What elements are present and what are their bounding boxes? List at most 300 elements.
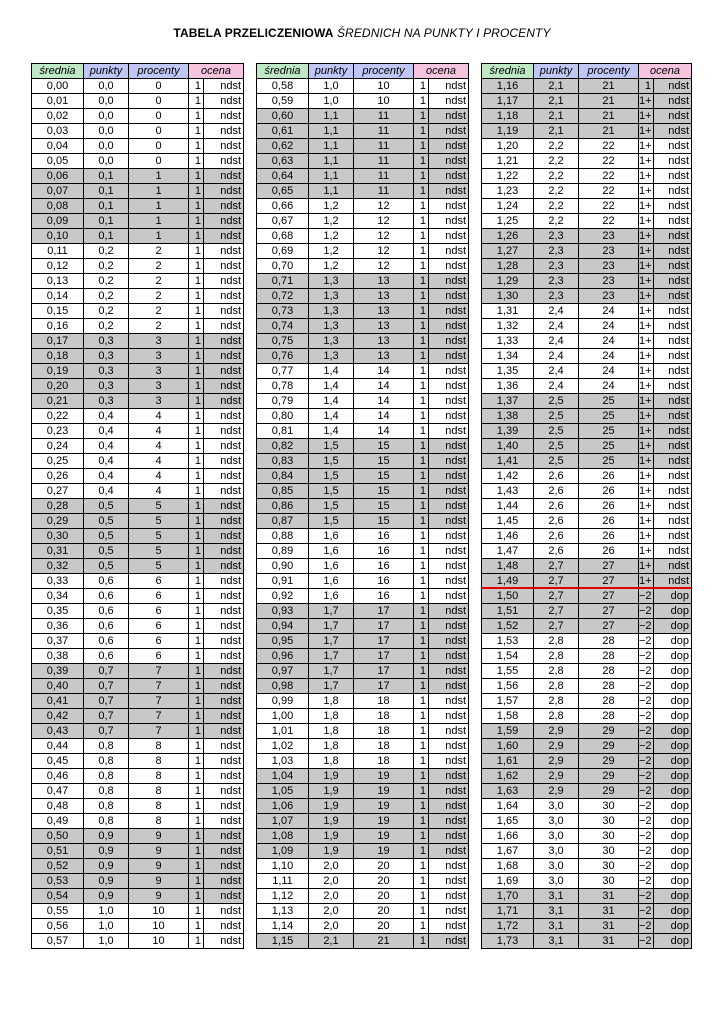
ocena-grade-cell: 1 — [414, 814, 429, 829]
punkty-cell: 0,8 — [84, 814, 129, 829]
table-row — [482, 799, 692, 814]
punkty-cell: 0,7 — [84, 724, 129, 739]
ocena-grade-cell: 1 — [414, 589, 429, 604]
procenty-cell: 2 — [129, 274, 189, 289]
procenty-cell: 31 — [579, 934, 639, 949]
ocena-text-cell: ndst — [654, 424, 692, 439]
punkty-cell: 1,8 — [309, 724, 354, 739]
table-row — [257, 769, 469, 784]
ocena-text-cell: dop — [654, 859, 692, 874]
procenty-cell: 4 — [129, 439, 189, 454]
ocena-grade-cell: 1 — [414, 829, 429, 844]
punkty-cell: 2,3 — [534, 229, 579, 244]
procenty-cell: 24 — [579, 334, 639, 349]
table-row — [32, 169, 244, 184]
punkty-cell: 1,4 — [309, 379, 354, 394]
procenty-cell: 19 — [354, 799, 414, 814]
srednia-cell: 1,29 — [482, 274, 534, 289]
procenty-cell: 8 — [129, 799, 189, 814]
punkty-cell: 1,4 — [309, 424, 354, 439]
srednia-cell: 1,37 — [482, 394, 534, 409]
ocena-text-cell: ndst — [204, 769, 244, 784]
punkty-cell: 2,6 — [534, 544, 579, 559]
table-row — [32, 409, 244, 424]
srednia-cell: 1,15 — [257, 934, 309, 949]
srednia-cell: 0,37 — [32, 634, 84, 649]
ocena-grade-cell: 1 — [189, 499, 204, 514]
ocena-grade-cell: 1 — [189, 349, 204, 364]
punkty-cell: 2,1 — [534, 94, 579, 109]
punkty-cell: 3,1 — [534, 919, 579, 934]
procenty-cell: 28 — [579, 694, 639, 709]
procenty-cell: 2 — [129, 319, 189, 334]
procenty-cell: 1 — [129, 199, 189, 214]
srednia-cell: 1,20 — [482, 139, 534, 154]
ocena-grade-cell: 1 — [189, 859, 204, 874]
punkty-cell: 2,7 — [534, 559, 579, 574]
procenty-cell: 24 — [579, 349, 639, 364]
table-row — [482, 349, 692, 364]
srednia-cell: 1,72 — [482, 919, 534, 934]
ocena-text-cell: ndst — [429, 814, 469, 829]
srednia-cell: 0,41 — [32, 694, 84, 709]
srednia-cell: 1,18 — [482, 109, 534, 124]
table-row — [257, 529, 469, 544]
table-row — [482, 484, 692, 499]
punkty-cell: 0,1 — [84, 184, 129, 199]
ocena-text-cell: ndst — [204, 274, 244, 289]
srednia-cell: 0,91 — [257, 574, 309, 589]
ocena-grade-cell: −2 — [639, 649, 652, 662]
ocena-grade-cell: 1 — [414, 649, 429, 664]
srednia-cell: 0,98 — [257, 679, 309, 694]
procenty-cell: 1 — [129, 214, 189, 229]
punkty-cell: 0,4 — [84, 409, 129, 424]
srednia-cell: 1,31 — [482, 304, 534, 319]
srednia-cell: 1,58 — [482, 709, 534, 724]
table-row — [257, 154, 469, 169]
ocena-text-cell: ndst — [429, 319, 469, 334]
ocena-text-cell: ndst — [654, 379, 692, 394]
table-row — [482, 919, 692, 934]
procenty-cell: 17 — [354, 604, 414, 619]
ocena-grade-cell: 1 — [189, 589, 204, 604]
procenty-cell: 30 — [579, 814, 639, 829]
procenty-cell: 1 — [129, 169, 189, 184]
punkty-cell: 0,0 — [84, 124, 129, 139]
table-row — [32, 499, 244, 514]
punkty-cell: 0,5 — [84, 514, 129, 529]
procenty-cell: 6 — [129, 619, 189, 634]
procenty-cell: 20 — [354, 904, 414, 919]
table-row — [482, 154, 692, 169]
srednia-cell: 0,22 — [32, 409, 84, 424]
ocena-grade-cell: −2 — [639, 634, 652, 647]
ocena-text-cell: ndst — [429, 349, 469, 364]
ocena-text-cell: ndst — [204, 574, 244, 589]
ocena-text-cell: dop — [654, 904, 692, 919]
table-row — [257, 139, 469, 154]
procenty-cell: 21 — [579, 124, 639, 139]
punkty-cell: 0,6 — [84, 574, 129, 589]
procenty-cell: 16 — [354, 589, 414, 604]
table-row — [257, 364, 469, 379]
srednia-cell: 0,47 — [32, 784, 84, 799]
procenty-cell: 15 — [354, 439, 414, 454]
ocena-grade-cell: 1 — [414, 289, 429, 304]
ocena-grade-cell: 1 — [189, 274, 204, 289]
punkty-cell: 1,6 — [309, 559, 354, 574]
table-row — [482, 829, 692, 844]
ocena-grade-cell: 1+ — [639, 544, 652, 557]
procenty-cell: 6 — [129, 589, 189, 604]
ocena-grade-cell: 1 — [189, 139, 204, 154]
srednia-cell: 1,46 — [482, 529, 534, 544]
srednia-cell: 0,97 — [257, 664, 309, 679]
procenty-cell: 0 — [129, 79, 189, 94]
table-row — [482, 229, 692, 244]
ocena-grade-cell: 1 — [414, 784, 429, 799]
ocena-text-cell: ndst — [204, 589, 244, 604]
punkty-cell: 2,8 — [534, 634, 579, 649]
ocena-grade-cell: 1 — [189, 709, 204, 724]
ocena-text-cell: dop — [654, 709, 692, 724]
punkty-cell: 1,6 — [309, 574, 354, 589]
procenty-cell: 3 — [129, 364, 189, 379]
ocena-grade-cell: 1 — [414, 514, 429, 529]
punkty-cell: 0,6 — [84, 604, 129, 619]
ocena-text-cell: ndst — [654, 124, 692, 139]
ocena-grade-cell: 1 — [189, 889, 204, 904]
ocena-grade-cell: 1 — [189, 124, 204, 139]
punkty-cell: 3,0 — [534, 799, 579, 814]
table-row — [482, 559, 692, 574]
srednia-cell: 1,54 — [482, 649, 534, 664]
ocena-grade-cell: 1+ — [639, 529, 652, 542]
procenty-cell: 13 — [354, 319, 414, 334]
ocena-grade-cell: 1 — [189, 649, 204, 664]
srednia-cell: 0,71 — [257, 274, 309, 289]
table-row — [482, 874, 692, 889]
srednia-cell: 1,36 — [482, 379, 534, 394]
srednia-cell: 0,25 — [32, 454, 84, 469]
ocena-text-cell: ndst — [429, 94, 469, 109]
ocena-text-cell: ndst — [429, 79, 469, 94]
ocena-text-cell: ndst — [654, 529, 692, 544]
procenty-cell: 4 — [129, 469, 189, 484]
header-srednia: średnia — [32, 64, 84, 79]
ocena-grade-cell: 1 — [414, 844, 429, 859]
ocena-grade-cell: 1 — [189, 754, 204, 769]
punkty-cell: 0,6 — [84, 634, 129, 649]
punkty-cell: 0,8 — [84, 799, 129, 814]
ocena-grade-cell: −2 — [639, 754, 652, 767]
ocena-grade-cell: 1+ — [639, 574, 652, 587]
table-row — [32, 619, 244, 634]
ocena-grade-cell: −2 — [639, 604, 652, 617]
procenty-cell: 23 — [579, 289, 639, 304]
srednia-cell: 1,41 — [482, 454, 534, 469]
srednia-cell: 1,05 — [257, 784, 309, 799]
table-row — [482, 409, 692, 424]
punkty-cell: 2,2 — [534, 214, 579, 229]
procenty-cell: 14 — [354, 364, 414, 379]
procenty-cell: 17 — [354, 634, 414, 649]
ocena-text-cell: ndst — [429, 784, 469, 799]
punkty-cell: 2,8 — [534, 694, 579, 709]
table-row — [482, 394, 692, 409]
procenty-cell: 4 — [129, 484, 189, 499]
srednia-cell: 1,44 — [482, 499, 534, 514]
punkty-cell: 2,3 — [534, 289, 579, 304]
procenty-cell: 8 — [129, 814, 189, 829]
table-row — [482, 589, 692, 604]
ocena-grade-cell: −2 — [639, 919, 652, 932]
punkty-cell: 1,9 — [309, 829, 354, 844]
procenty-cell: 21 — [579, 79, 639, 94]
ocena-text-cell: ndst — [654, 514, 692, 529]
srednia-cell: 1,24 — [482, 199, 534, 214]
procenty-cell: 5 — [129, 559, 189, 574]
header-ocena: ocena — [639, 64, 692, 79]
procenty-cell: 29 — [579, 724, 639, 739]
procenty-cell: 0 — [129, 109, 189, 124]
ocena-text-cell: ndst — [204, 454, 244, 469]
ocena-grade-cell: 1 — [189, 679, 204, 694]
table-row — [482, 514, 692, 529]
punkty-cell: 2,7 — [534, 589, 579, 604]
ocena-grade-cell: 1 — [189, 364, 204, 379]
ocena-text-cell: ndst — [204, 679, 244, 694]
procenty-cell: 22 — [579, 169, 639, 184]
ocena-text-cell: dop — [654, 784, 692, 799]
ocena-grade-cell: 1+ — [639, 364, 652, 377]
table-row — [257, 664, 469, 679]
procenty-cell: 28 — [579, 649, 639, 664]
ocena-grade-cell: 1 — [414, 499, 429, 514]
procenty-cell: 7 — [129, 709, 189, 724]
punkty-cell: 2,8 — [534, 664, 579, 679]
srednia-cell: 1,26 — [482, 229, 534, 244]
ocena-grade-cell: 1 — [189, 904, 204, 919]
ocena-text-cell: ndst — [654, 109, 692, 124]
punkty-cell: 1,1 — [309, 169, 354, 184]
table-row — [482, 679, 692, 694]
punkty-cell: 0,6 — [84, 589, 129, 604]
ocena-grade-cell: 1 — [189, 409, 204, 424]
ocena-grade-cell: 1+ — [639, 274, 652, 287]
srednia-cell: 0,82 — [257, 439, 309, 454]
ocena-text-cell: ndst — [204, 184, 244, 199]
table-row — [257, 934, 469, 949]
punkty-cell: 1,3 — [309, 289, 354, 304]
ocena-grade-cell: 1 — [414, 169, 429, 184]
table-row — [257, 829, 469, 844]
table-row — [32, 664, 244, 679]
procenty-cell: 8 — [129, 754, 189, 769]
table-row — [257, 124, 469, 139]
srednia-cell: 1,06 — [257, 799, 309, 814]
ocena-grade-cell: 1+ — [639, 319, 652, 332]
conversion-table-3 — [481, 63, 692, 949]
srednia-cell: 1,02 — [257, 739, 309, 754]
ocena-grade-cell: 1 — [414, 574, 429, 589]
procenty-cell: 11 — [354, 154, 414, 169]
punkty-cell: 2,8 — [534, 649, 579, 664]
srednia-cell: 1,35 — [482, 364, 534, 379]
ocena-grade-cell: 1+ — [639, 169, 652, 182]
procenty-cell: 23 — [579, 259, 639, 274]
srednia-cell: 1,01 — [257, 724, 309, 739]
ocena-text-cell: ndst — [204, 664, 244, 679]
ocena-text-cell: ndst — [429, 274, 469, 289]
punkty-cell: 1,2 — [309, 244, 354, 259]
srednia-cell: 0,56 — [32, 919, 84, 934]
srednia-cell: 1,25 — [482, 214, 534, 229]
punkty-cell: 0,6 — [84, 619, 129, 634]
procenty-cell: 6 — [129, 574, 189, 589]
srednia-cell: 1,59 — [482, 724, 534, 739]
punkty-cell: 0,9 — [84, 829, 129, 844]
table-row — [32, 229, 244, 244]
punkty-cell: 2,5 — [534, 439, 579, 454]
ocena-grade-cell: 1 — [189, 829, 204, 844]
punkty-cell: 0,2 — [84, 289, 129, 304]
ocena-grade-cell: 1 — [414, 124, 429, 139]
punkty-cell: 2,2 — [534, 199, 579, 214]
header-row — [32, 64, 244, 79]
ocena-grade-cell: 1 — [189, 334, 204, 349]
punkty-cell: 0,2 — [84, 304, 129, 319]
table-row — [482, 619, 692, 634]
procenty-cell: 6 — [129, 649, 189, 664]
srednia-cell: 1,67 — [482, 844, 534, 859]
table-row — [257, 424, 469, 439]
table-row — [257, 904, 469, 919]
ocena-text-cell: ndst — [654, 289, 692, 304]
ocena-grade-cell: 1 — [414, 529, 429, 544]
ocena-text-cell: dop — [654, 874, 692, 889]
procenty-cell: 1 — [129, 229, 189, 244]
srednia-cell: 0,03 — [32, 124, 84, 139]
srednia-cell: 1,04 — [257, 769, 309, 784]
ocena-text-cell: ndst — [204, 439, 244, 454]
ocena-text-cell: ndst — [204, 604, 244, 619]
ocena-text-cell: ndst — [204, 844, 244, 859]
procenty-cell: 23 — [579, 274, 639, 289]
ocena-text-cell: ndst — [654, 454, 692, 469]
punkty-cell: 0,8 — [84, 769, 129, 784]
ocena-text-cell: ndst — [654, 274, 692, 289]
srednia-cell: 1,30 — [482, 289, 534, 304]
table-row — [257, 919, 469, 934]
ocena-grade-cell: 1 — [189, 604, 204, 619]
table-row — [482, 649, 692, 664]
punkty-cell: 1,7 — [309, 679, 354, 694]
srednia-cell: 1,50 — [482, 589, 534, 604]
ocena-text-cell: ndst — [429, 679, 469, 694]
ocena-text-cell: ndst — [654, 259, 692, 274]
procenty-cell: 11 — [354, 124, 414, 139]
ocena-grade-cell: 1 — [414, 304, 429, 319]
punkty-cell: 2,7 — [534, 574, 579, 589]
ocena-text-cell: ndst — [429, 409, 469, 424]
ocena-text-cell: ndst — [654, 184, 692, 199]
table-row — [482, 139, 692, 154]
procenty-cell: 12 — [354, 199, 414, 214]
srednia-cell: 0,67 — [257, 214, 309, 229]
ocena-grade-cell: 1 — [414, 484, 429, 499]
ocena-grade-cell: 1 — [414, 799, 429, 814]
srednia-cell: 1,62 — [482, 769, 534, 784]
srednia-cell: 1,22 — [482, 169, 534, 184]
ocena-text-cell: dop — [654, 814, 692, 829]
procenty-cell: 24 — [579, 379, 639, 394]
ocena-grade-cell: 1 — [189, 619, 204, 634]
ocena-text-cell: ndst — [204, 889, 244, 904]
table-row — [32, 214, 244, 229]
table-row — [32, 589, 244, 604]
ocena-grade-cell: 1+ — [639, 94, 652, 107]
ocena-text-cell: ndst — [429, 154, 469, 169]
table-row — [482, 259, 692, 274]
srednia-cell: 0,72 — [257, 289, 309, 304]
ocena-grade-cell: 1 — [189, 934, 204, 949]
procenty-cell: 21 — [579, 94, 639, 109]
ocena-text-cell: ndst — [429, 394, 469, 409]
ocena-text-cell: ndst — [204, 259, 244, 274]
ocena-grade-cell: 1 — [414, 424, 429, 439]
table-row — [482, 724, 692, 739]
punkty-cell: 1,5 — [309, 439, 354, 454]
punkty-cell: 2,0 — [309, 859, 354, 874]
procenty-cell: 26 — [579, 484, 639, 499]
procenty-cell: 29 — [579, 754, 639, 769]
ocena-grade-cell: 1 — [414, 469, 429, 484]
procenty-cell: 15 — [354, 454, 414, 469]
table-row — [257, 214, 469, 229]
ocena-text-cell: ndst — [204, 544, 244, 559]
table-row — [257, 589, 469, 604]
ocena-grade-cell: 1+ — [639, 439, 652, 452]
ocena-grade-cell: −2 — [639, 859, 652, 872]
table-row — [482, 709, 692, 724]
srednia-cell: 1,11 — [257, 874, 309, 889]
punkty-cell: 0,5 — [84, 529, 129, 544]
procenty-cell: 14 — [354, 379, 414, 394]
ocena-text-cell: ndst — [429, 229, 469, 244]
srednia-cell: 1,40 — [482, 439, 534, 454]
header-ocena: ocena — [189, 64, 244, 79]
ocena-text-cell: dop — [654, 664, 692, 679]
ocena-text-cell: ndst — [429, 499, 469, 514]
punkty-cell: 2,1 — [309, 934, 354, 949]
ocena-text-cell: ndst — [429, 739, 469, 754]
ocena-grade-cell: 1+ — [639, 214, 652, 227]
table-row — [32, 259, 244, 274]
procenty-cell: 17 — [354, 649, 414, 664]
punkty-cell: 3,1 — [534, 934, 579, 949]
ocena-text-cell: ndst — [204, 364, 244, 379]
srednia-cell: 0,86 — [257, 499, 309, 514]
table-row — [257, 739, 469, 754]
ocena-grade-cell: 1+ — [639, 124, 652, 137]
procenty-cell: 28 — [579, 679, 639, 694]
ocena-text-cell: dop — [654, 604, 692, 619]
srednia-cell: 0,52 — [32, 859, 84, 874]
punkty-cell: 0,0 — [84, 94, 129, 109]
ocena-grade-cell: −2 — [639, 619, 652, 632]
